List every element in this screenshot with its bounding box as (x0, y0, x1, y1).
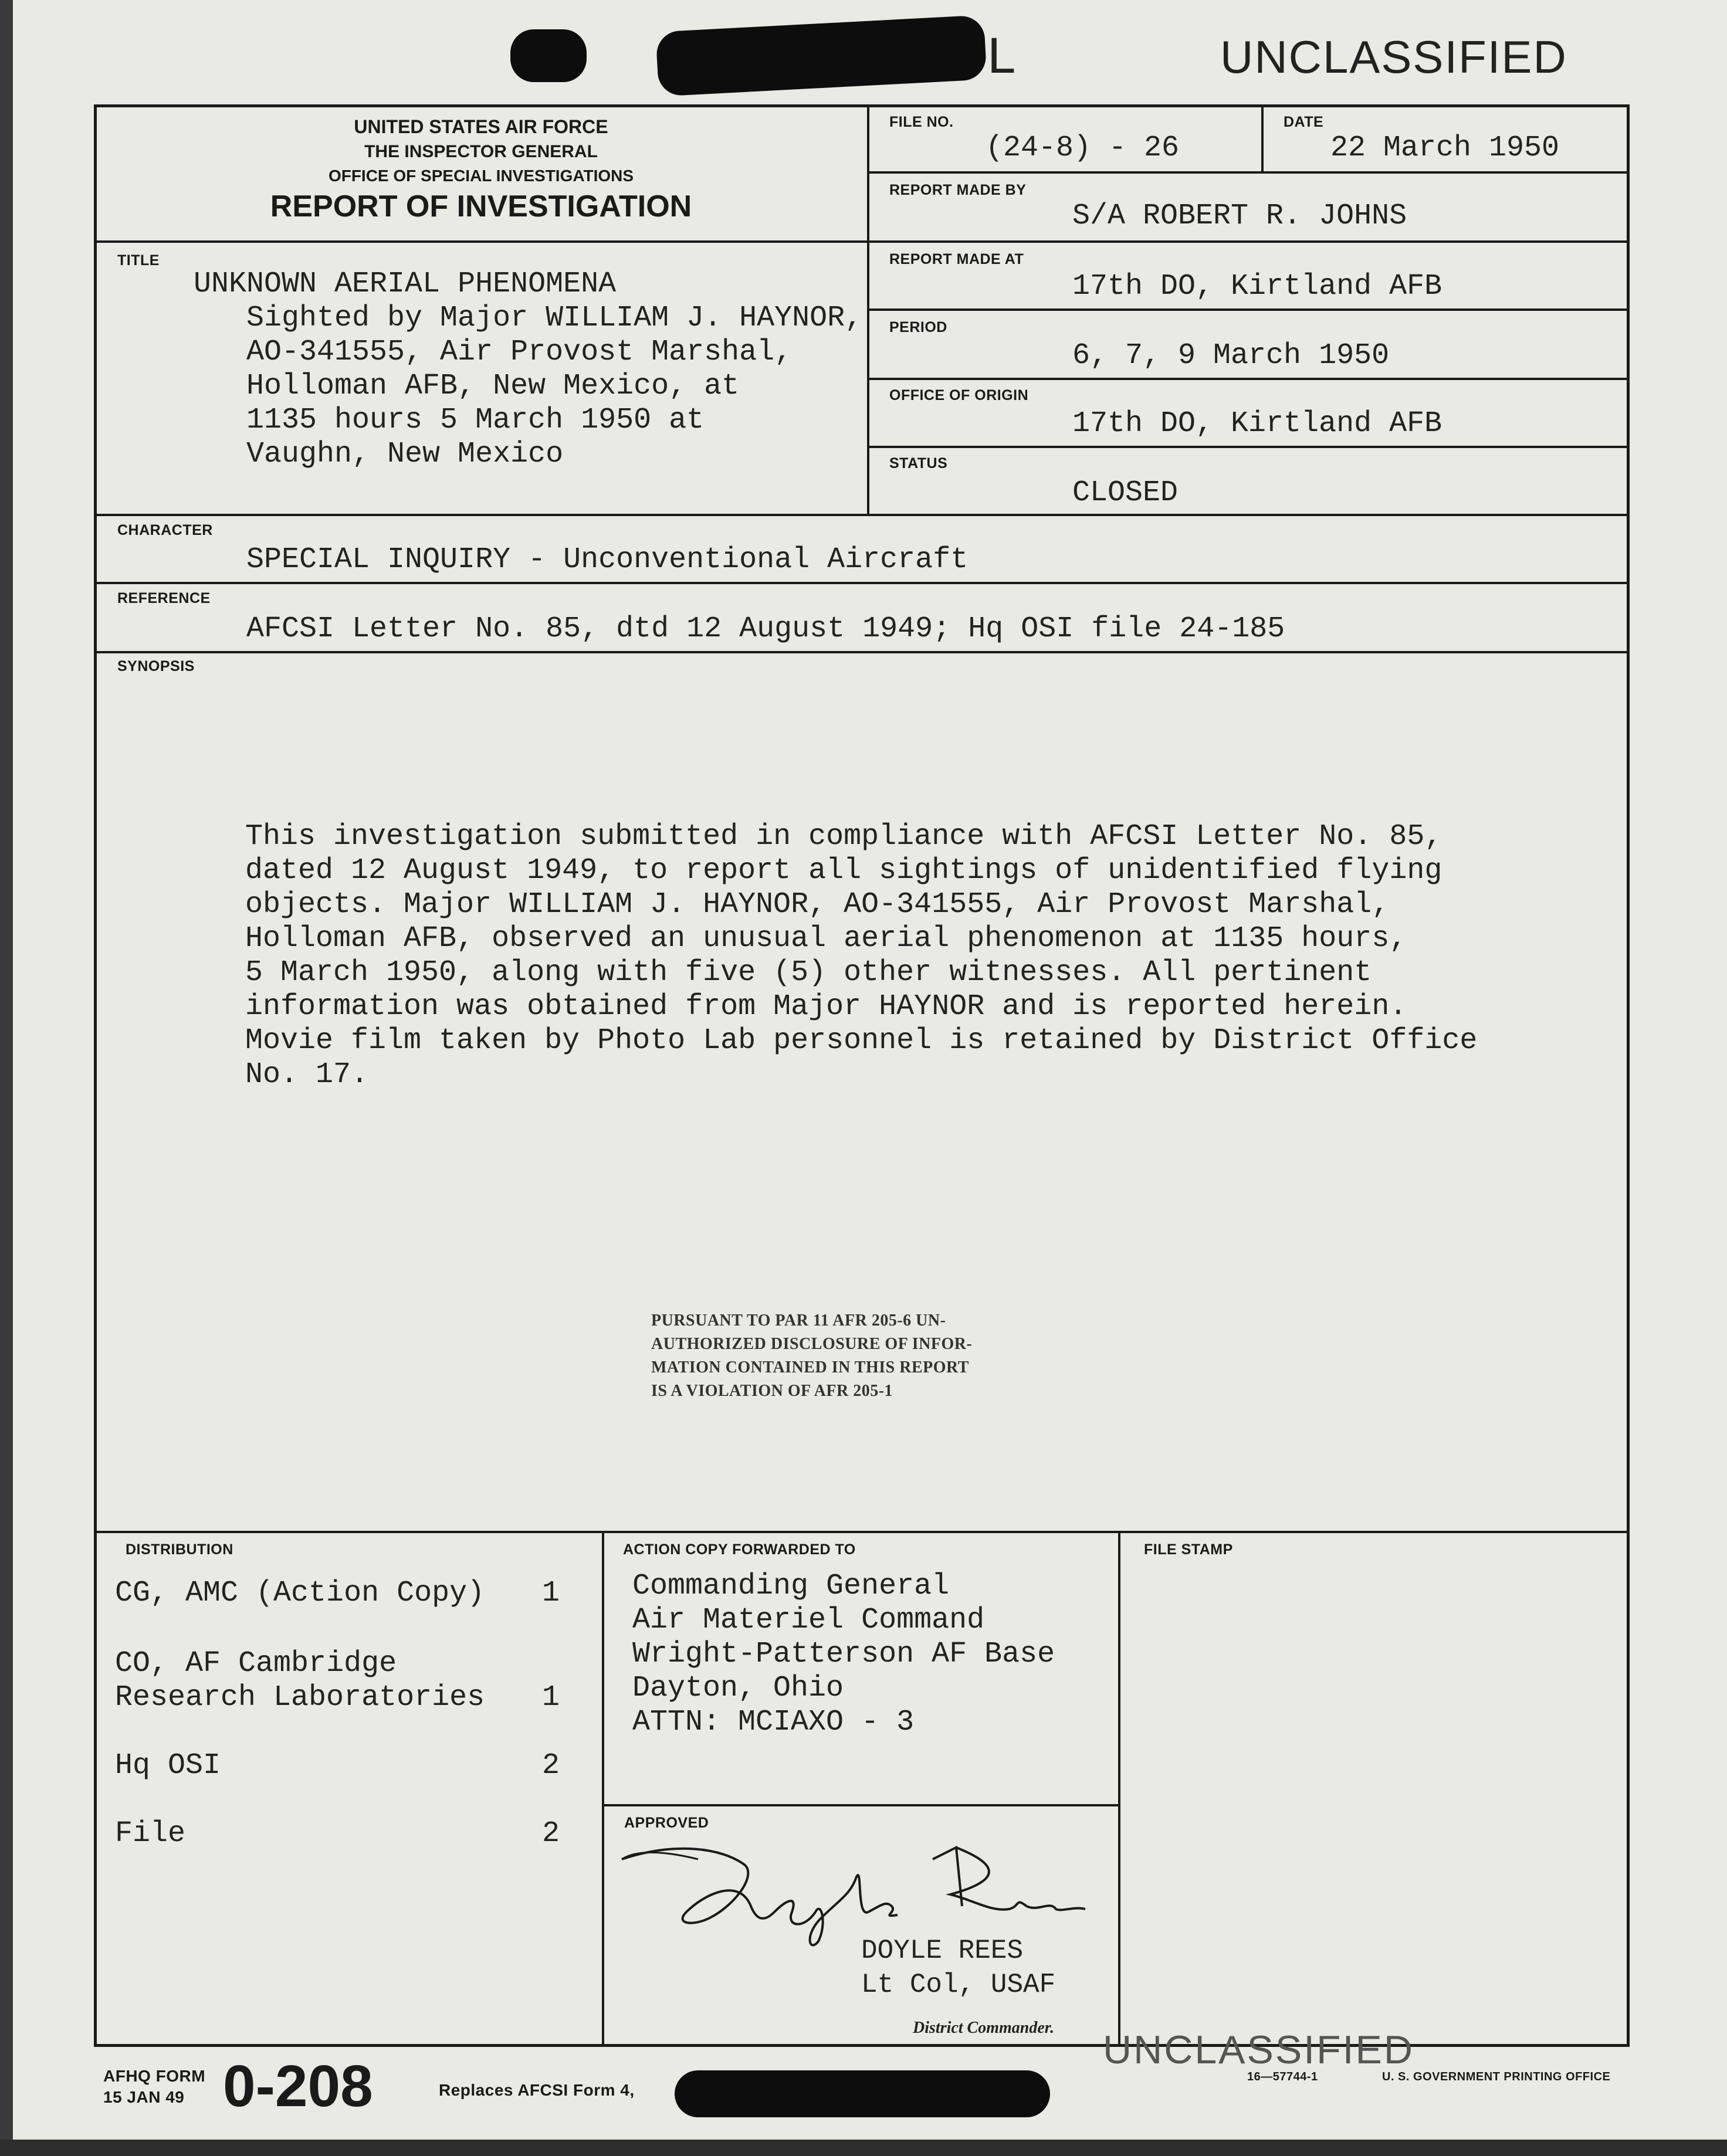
file-no: (24-8) - 26 (986, 131, 1180, 165)
date: 22 March 1950 (1330, 131, 1560, 165)
distribution-count: 1 (542, 1681, 560, 1714)
approver-position: District Commander. (913, 2019, 1055, 2037)
distribution-count: 2 (542, 1749, 560, 1782)
date-label: DATE (1284, 114, 1324, 130)
signature-image (604, 1824, 1109, 1959)
distribution-count: 1 (542, 1577, 560, 1610)
notice-line: PURSUANT TO PAR 11 AFR 205-6 UN- (651, 1311, 946, 1330)
action-copy-label: ACTION COPY FORWARDED TO (623, 1541, 856, 1558)
distribution-item: CO, AF Cambridge (115, 1647, 397, 1680)
divider (867, 240, 1630, 243)
agency-line-3: OFFICE OF SPECIAL INVESTIGATIONS (328, 167, 634, 185)
action-copy-line: Dayton, Ohio (632, 1672, 844, 1705)
divider (1118, 1531, 1120, 2047)
divider (602, 1531, 604, 2047)
office-of-origin-label: OFFICE OF ORIGIN (889, 387, 1029, 404)
scan-edge (0, 0, 13, 2156)
form-label: AFHQ FORM (103, 2067, 206, 2085)
action-copy-line: Commanding General (632, 1569, 950, 1603)
action-copy-line: Wright-Patterson AF Base (632, 1638, 1055, 1671)
divider (867, 171, 1630, 174)
reference-label: REFERENCE (117, 590, 211, 606)
title-line: 1135 hours 5 March 1950 at (246, 404, 705, 437)
synopsis-line: 5 March 1950, along with five (5) other witnesses. All pertinent (245, 956, 1372, 989)
approver-rank: Lt Col, USAF (861, 1969, 1056, 2000)
synopsis-line: No. 17. (245, 1058, 369, 1091)
report-made-at-label: REPORT MADE AT (889, 251, 1024, 267)
report-made-at: 17th DO, Kirtland AFB (1072, 270, 1442, 303)
divider (867, 446, 1630, 448)
classification-bottom: UNCLASSIFIED (1103, 2028, 1414, 2072)
divider (867, 309, 1630, 311)
title-line: Sighted by Major WILLIAM J. HAYNOR, (246, 301, 863, 335)
divider (602, 1804, 1118, 1806)
agency-line-2: THE INSPECTOR GENERAL (364, 142, 598, 161)
distribution-label: DISTRIBUTION (126, 1541, 233, 1558)
title-label: TITLE (117, 252, 160, 269)
approved-label: APPROVED (624, 1815, 709, 1831)
divider (1261, 104, 1264, 172)
classification-top: UNCLASSIFIED (1220, 31, 1567, 83)
redaction-top-blob (510, 29, 587, 82)
agency-line-1: UNITED STATES AIR FORCE (354, 116, 608, 137)
synopsis-line: Holloman AFB, observed an unusual aerial phenomenon at 1135 hours, (245, 922, 1407, 955)
notice-line: MATION CONTAINED IN THIS REPORT (651, 1358, 969, 1377)
file-no-label: FILE NO. (889, 114, 954, 130)
scan-edge-bottom (0, 2140, 1727, 2156)
printer: U. S. GOVERNMENT PRINTING OFFICE (1382, 2070, 1611, 2083)
divider (94, 514, 1630, 516)
reference-value: AFCSI Letter No. 85, dtd 12 August 1949; Hq OSI file 24-185 (246, 612, 1285, 646)
synopsis-line: objects. Major WILLIAM J. HAYNOR, AO-341555, Air Provost Marshal, (245, 888, 1390, 921)
approver-name: DOYLE REES (861, 1935, 1024, 1966)
top-marking-partial: L (986, 29, 1018, 89)
synopsis-line: Movie film taken by Photo Lab personnel is retained by District Office (245, 1024, 1478, 1057)
period-label: PERIOD (889, 319, 947, 335)
divider (94, 1531, 1630, 1533)
synopsis-line: information was obtained from Major HAYNOR and is reported herein. (245, 990, 1407, 1023)
synopsis-line: This investigation submitted in compliance with AFCSI Letter No. 85, (245, 820, 1442, 853)
divider (94, 582, 1630, 584)
form-number: 0-208 (223, 2053, 373, 2119)
character-label: CHARACTER (117, 522, 213, 538)
distribution-count: 2 (542, 1817, 560, 1850)
title-line: Holloman AFB, New Mexico, at (246, 369, 740, 403)
report-made-by-label: REPORT MADE BY (889, 182, 1027, 198)
form-title: REPORT OF INVESTIGATION (270, 189, 692, 223)
title-line: Vaughn, New Mexico (246, 438, 564, 471)
distribution-item: Hq OSI (115, 1749, 221, 1782)
replaces-note: Replaces AFCSI Form 4, (439, 2081, 635, 2099)
synopsis-line: dated 12 August 1949, to report all sightings of unidentified flying (245, 854, 1442, 887)
divider (94, 651, 1630, 653)
disclosure-notice (651, 1309, 1085, 1403)
title-line-1: UNKNOWN AERIAL PHENOMENA (194, 267, 617, 301)
redaction-bottom (675, 2070, 1050, 2117)
divider (867, 378, 1630, 380)
distribution-item: File (115, 1817, 186, 1850)
redaction-top (656, 15, 987, 96)
distribution-item: Research Laboratories (115, 1681, 485, 1714)
title-line: AO-341555, Air Provost Marshal, (246, 335, 793, 369)
file-stamp-label: FILE STAMP (1144, 1541, 1233, 1558)
divider (94, 240, 868, 243)
form-date: 15 JAN 49 (103, 2088, 185, 2106)
period: 6, 7, 9 March 1950 (1072, 339, 1390, 372)
notice-line: AUTHORIZED DISCLOSURE OF INFOR- (651, 1335, 973, 1353)
action-copy-line: ATTN: MCIAXO - 3 (632, 1706, 915, 1739)
print-code: 16—57744-1 (1247, 2070, 1318, 2083)
distribution-item: CG, AMC (Action Copy) (115, 1577, 485, 1610)
synopsis-label: SYNOPSIS (117, 658, 195, 674)
office-of-origin: 17th DO, Kirtland AFB (1072, 407, 1442, 440)
report-made-by: S/A ROBERT R. JOHNS (1072, 199, 1407, 233)
character-value: SPECIAL INQUIRY - Unconventional Aircraft (246, 543, 969, 577)
status-label: STATUS (889, 455, 948, 472)
notice-line: IS A VIOLATION OF AFR 205-1 (651, 1382, 893, 1400)
action-copy-line: Air Materiel Command (632, 1604, 985, 1637)
status: CLOSED (1072, 476, 1179, 510)
